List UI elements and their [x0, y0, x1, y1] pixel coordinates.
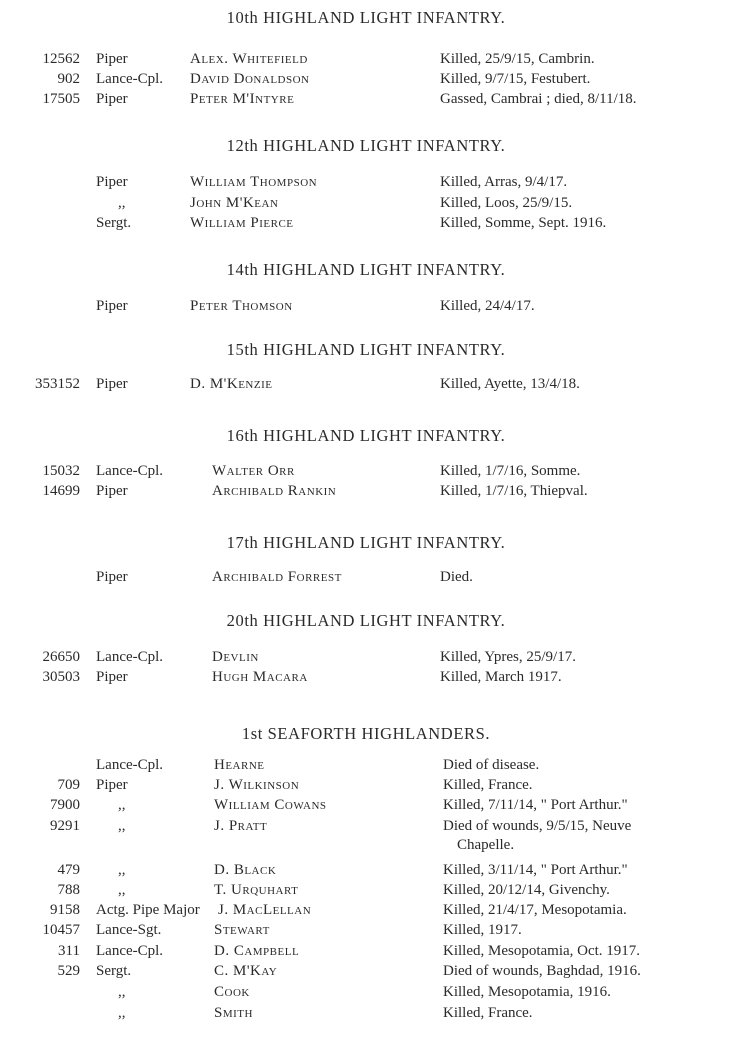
soldier-name: Archibald Forrest [212, 569, 342, 585]
roll-entry [0, 903, 732, 923]
fate-note: Killed, Ypres, 25/9/17. [440, 649, 576, 665]
rank: Sergt. [96, 963, 132, 979]
soldier-name: Hearne [214, 757, 265, 773]
roll-entry [0, 944, 732, 964]
rank: Lance-Cpl. [96, 71, 164, 87]
service-number: 15032 [42, 463, 80, 479]
service-number: 17505 [42, 91, 80, 107]
section-heading: 1st SEAFORTH HIGHLANDERS. [241, 724, 491, 743]
roll-entry [0, 72, 732, 92]
fate-note: Killed, 7/11/14, " Port Arthur." [443, 797, 628, 813]
ditto-mark: ,, [118, 984, 126, 1000]
roll-entry [0, 377, 732, 397]
rank: Piper [96, 569, 128, 585]
ditto-mark: ,, [118, 1005, 126, 1021]
soldier-name: Peter M'Intyre [190, 91, 295, 107]
fate-note: Killed, 20/12/14, Givenchy. [443, 882, 610, 898]
rank: Piper [96, 298, 128, 314]
fate-note: Killed, Ayette, 13/4/18. [440, 376, 580, 392]
section-heading: 10th HIGHLAND LIGHT INFANTRY. [226, 8, 506, 27]
roll-entry [0, 883, 732, 903]
fate-note: Killed, Mesopotamia, Oct. 1917. [443, 943, 641, 959]
rank: Actg. Pipe Major [96, 902, 200, 918]
roll-entry [0, 798, 732, 818]
soldier-name: David Donaldson [190, 71, 310, 87]
service-number: 529 [57, 963, 80, 979]
soldier-name: Smith [214, 1005, 253, 1021]
service-number: 311 [58, 943, 80, 959]
fate-note: Killed, Arras, 9/4/17. [440, 174, 568, 190]
fate-note: Killed, 25/9/15, Cambrin. [440, 51, 595, 67]
roll-entry [0, 758, 732, 778]
fate-note: Killed, France. [443, 1005, 533, 1021]
rank: Piper [96, 174, 128, 190]
roll-entry [0, 778, 732, 798]
service-number: 12562 [42, 51, 80, 67]
roll-entry [0, 196, 732, 216]
roll-entry [0, 216, 732, 236]
section-heading: 12th HIGHLAND LIGHT INFANTRY. [226, 136, 506, 155]
fate-note: Died of wounds, Baghdad, 1916. [443, 963, 641, 979]
ditto-mark: ,, [118, 818, 126, 834]
soldier-name: William Cowans [214, 797, 327, 813]
service-number: 26650 [42, 649, 80, 665]
soldier-name: J. Wilkinson [214, 777, 300, 793]
section-heading: 15th HIGHLAND LIGHT INFANTRY. [226, 340, 506, 359]
rank: Piper [96, 669, 128, 685]
rank: Lance-Cpl. [96, 943, 164, 959]
roll-entry [0, 464, 732, 484]
soldier-name: T. Urquhart [214, 882, 299, 898]
fate-note: Killed, 9/7/15, Festubert. [440, 71, 591, 87]
service-number: 788 [57, 882, 80, 898]
fate-note: Killed, 21/4/17, Mesopotamia. [443, 902, 627, 918]
rank: Lance-Cpl. [96, 757, 164, 773]
fate-note: Killed, 1917. [443, 922, 522, 938]
service-number: 7900 [50, 797, 80, 813]
rank: Piper [96, 51, 128, 67]
soldier-name: D. M'Kenzie [190, 376, 273, 392]
rank: Piper [96, 777, 128, 793]
soldier-name: Walter Orr [212, 463, 295, 479]
service-number: 902 [57, 71, 80, 87]
fate-note: Died of wounds, 9/5/15, Neuve [443, 818, 632, 834]
roll-entry [0, 964, 732, 984]
fate-note: Died. [440, 569, 473, 585]
service-number: 9158 [50, 902, 80, 918]
soldier-name: Archibald Rankin [212, 483, 337, 499]
soldier-name: J. MacLellan [218, 902, 312, 918]
roll-entry [0, 670, 732, 690]
rank: Lance-Cpl. [96, 649, 164, 665]
ditto-mark: ,, [118, 882, 126, 898]
fate-note: Killed, 3/11/14, " Port Arthur." [443, 862, 628, 878]
rank: Lance-Cpl. [96, 463, 164, 479]
rank: Piper [96, 91, 128, 107]
roll-entry [0, 1006, 732, 1026]
roll-entry [0, 92, 732, 112]
ditto-mark: ,, [118, 195, 126, 211]
roll-entry [0, 985, 732, 1005]
fate-note: Killed, Somme, Sept. 1916. [440, 215, 607, 231]
fate-note: Killed, France. [443, 777, 533, 793]
service-number: 9291 [50, 818, 80, 834]
roll-entry [0, 650, 732, 670]
service-number: 14699 [42, 483, 80, 499]
roll-entry [0, 923, 732, 943]
ditto-mark: ,, [118, 797, 126, 813]
ditto-mark: ,, [118, 862, 126, 878]
rank: Piper [96, 483, 128, 499]
fate-note: Killed, 24/4/17. [440, 298, 535, 314]
soldier-name: John M'Kean [190, 195, 279, 211]
soldier-name: William Pierce [190, 215, 294, 231]
roll-entry [0, 175, 732, 195]
roll-entry [0, 484, 732, 504]
soldier-name: Cook [214, 984, 250, 1000]
roll-entry [0, 863, 732, 883]
soldier-name: Peter Thomson [190, 298, 293, 314]
soldier-name: Alex. Whitefield [190, 51, 308, 67]
fate-note: Killed, March 1917. [440, 669, 562, 685]
fate-note: Killed, Mesopotamia, 1916. [443, 984, 611, 1000]
soldier-name: Devlin [212, 649, 259, 665]
section-heading: 14th HIGHLAND LIGHT INFANTRY. [226, 260, 506, 279]
fate-note: Killed, Loos, 25/9/15. [440, 195, 573, 211]
fate-note: Killed, 1/7/16, Thiepval. [440, 483, 588, 499]
roll-entry [0, 819, 732, 859]
rank: Sergt. [96, 215, 132, 231]
soldier-name: William Thompson [190, 174, 318, 190]
fate-note: Killed, 1/7/16, Somme. [440, 463, 581, 479]
roll-entry [0, 52, 732, 72]
roll-entry [0, 299, 732, 319]
soldier-name: J. Pratt [214, 818, 268, 834]
soldier-name: C. M'Kay [214, 963, 278, 979]
service-number: 709 [57, 777, 80, 793]
section-heading: 20th HIGHLAND LIGHT INFANTRY. [226, 611, 506, 630]
rank: Lance-Sgt. [96, 922, 162, 938]
service-number: 353152 [35, 376, 80, 392]
service-number: 479 [57, 862, 80, 878]
service-number: 10457 [42, 922, 80, 938]
soldier-name: Hugh Macara [212, 669, 308, 685]
fate-note: Gassed, Cambrai ; died, 8/11/18. [440, 91, 637, 107]
fate-note-continued: Chapelle. [457, 837, 515, 853]
soldier-name: Stewart [214, 922, 270, 938]
rank: Piper [96, 376, 128, 392]
service-number: 30503 [42, 669, 80, 685]
section-heading: 17th HIGHLAND LIGHT INFANTRY. [226, 533, 506, 552]
section-heading: 16th HIGHLAND LIGHT INFANTRY. [226, 426, 506, 445]
fate-note: Died of disease. [443, 757, 540, 773]
soldier-name: D. Campbell [214, 943, 300, 959]
soldier-name: D. Black [214, 862, 277, 878]
roll-entry [0, 570, 732, 590]
